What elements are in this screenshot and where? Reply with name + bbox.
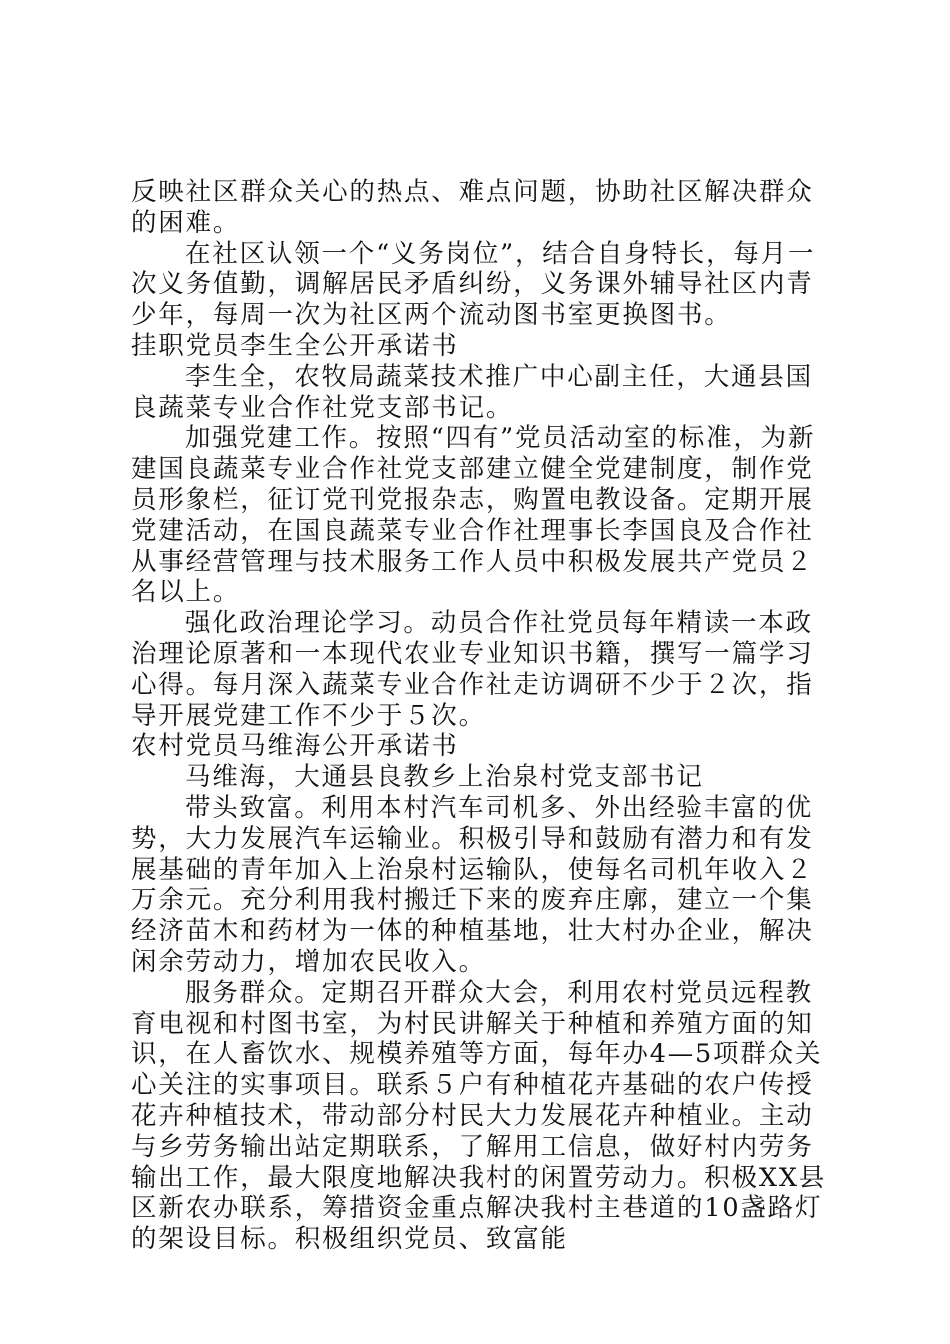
paragraph-ma-weihai-title: 马维海，大通县良教乡上治泉村党支部书记	[185, 762, 704, 793]
paragraph-lead-prosperity: 带头致富。利用本村汽车司机多、外出经验丰富的优势，大力发展汽车运输业。积极引导和鼓励有潜力和有发展基础的青年加入上治泉村运输队，使每名司机年收入２万余元。充分利用我村搬迁下来的废弃庄廓，建立一个集经济苗木和药材为一体的种植基地，壮大村办企业，解决闲余劳动力，增加农民收入。	[131, 792, 814, 977]
heading-li-shengquan-pledge: 挂职党员李生全公开承诺书	[131, 330, 459, 361]
paragraph-party-building: 加强党建工作。按照“四有”党员活动室的标准，为新建国良蔬菜专业合作社党支部建立健全党建制度，制作党员形象栏，征订党刊党报杂志，购置电教设备。定期开展党建活动，在国良蔬菜专业合作社理事长李国良及合作社从事经营管理与技术服务工作人员中积极发展共产党员２名以上。	[131, 423, 816, 608]
paragraph-continuation: 反映社区群众关心的热点、难点问题，协助社区解决群众的困难。	[131, 177, 814, 238]
document-body	[131, 177, 831, 1255]
paragraph-serve-masses: 服务群众。定期召开群众大会，利用农村党员远程教育电视和村图书室，为村民讲解关于种植和养殖方面的知识，在人畜饮水、规模养殖等方面，每年办4—5项群众关心关注的实事项目。联系５户有种植花卉基础的农户传授花卉种植技术，带动部分村民大力发展花卉种植业。主动与乡劳务输出站定期联系，了解用工信息，做好村内劳务输出工作，最大限度地解决我村的闲置劳动力。积极XX县区新农办联系，筹措资金重点解决我村主巷道的10盏路灯的架设目标。积极组织党员、致富能	[131, 977, 827, 1255]
paragraph-political-study: 强化政治理论学习。动员合作社党员每年精读一本政治理论原著和一本现代农业专业知识书籍，撰写一篇学习心得。每月深入蔬菜专业合作社走访调研不少于２次，指导开展党建工作不少于５次。	[131, 608, 814, 731]
paragraph-li-shengquan-title: 李生全，农牧局蔬菜技术推广中心副主任，大通县国良蔬菜专业合作社党支部书记。	[131, 361, 813, 423]
paragraph-obligation-post: 在社区认领一个“义务岗位”，结合自身特长，每月一次义务值勤，调解居民矛盾纠纷，义务课外辅导社区内青少年，每周一次为社区两个流动图书室更换图书。	[131, 238, 816, 331]
heading-ma-weihai-pledge: 农村党员马维海公开承诺书	[131, 731, 459, 762]
